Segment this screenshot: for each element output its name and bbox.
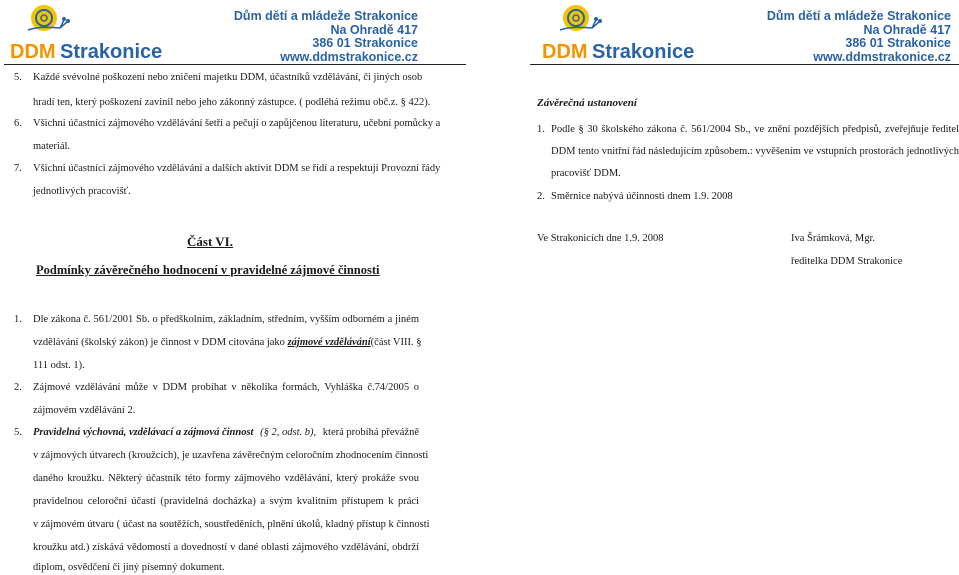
left-page [0,0,470,575]
para-5-reference: (§ 2, odst. b), [260,427,317,438]
para-5-line-1-rest: která probíhá převážně [322,427,419,438]
para-5-emphasis: Pravidelná výchovná, vzdělávací a zájmová činnost [33,427,254,438]
section-title: Závěrečná ustanovení [537,97,637,109]
header-divider [4,64,466,65]
para-1-line-3: 111 odst. 1). [33,360,85,371]
part-subtitle: Podmínky závěrečného hodnocení v pravidelné zájmové činnosti [36,263,380,277]
para-5-line-7: diplom, osvědčení či jiný písemný dokument. [33,562,225,573]
para-1-line-2-a: vzdělávání (školský zákon) je činnost v DDM citována jako [33,337,288,348]
svg-text:Strakonice: Strakonice [592,41,695,63]
city: 386 01 Strakonice [845,36,951,50]
part-title: Část VI. [187,234,233,249]
para-2-number: 2. [14,382,22,393]
para-2-line-2: zájmovém vzdělávání 2. [33,405,136,416]
web-link[interactable]: www.ddmstrakonice.cz [280,49,418,64]
street: Na Ohradě 417 [863,22,951,37]
ddm-snail-logo [4,2,164,64]
item-7-line-2: jednotlivých pracovišť. [33,186,131,197]
signer-role: ředitelka DDM Strakonice [791,256,903,267]
svg-text:Strakonice: Strakonice [60,41,163,63]
para-1-line-2-c: (část VIII. § [370,337,422,348]
item-6-number: 6. [14,118,22,129]
para-5-line-6: kroužku atd.) získává vědomostí a dovedností v dané oblasti zájmového vzdělávání, obdrží [33,542,419,553]
item-6-line-2: materiál. [33,141,71,152]
header-divider [530,64,959,65]
para-5-line-3: daného kroužku. Některý účastník této formy zájmového vzdělávání, který prokáže svou [33,473,419,484]
header-address [767,10,951,64]
para-5-line-1 [33,427,419,438]
signer-name: Iva Šrámková, Mgr. [791,233,875,244]
closing-1-line-1: Podle § 30 školského zákona č. 561/2004 Sb., ve znění pozdějších předpisů, zveřejňuje ředitel [551,124,959,135]
closing-1-line-2: DDM tento vnitřní řád následujícím způsobem.: vyvěšením ve vstupních prostorách jednotlivých [551,146,959,157]
item-6-line-1: Všichni účastníci zájmového vzdělávání šetří a pečují o zapůjčenou literaturu, učební pomůcky a [33,118,441,129]
closing-1-line-3: pracovišť DDM. [551,168,621,179]
para-1-line-1: Dle zákona č. 561/2001 Sb. o předškolním, základním, středním, vyšším odborném a jiném [33,314,419,325]
para-5-line-4: pravidelnou celoroční účastí (pravidelná docházka) a svým kvalitním přístupem k práci [33,496,419,507]
place-date: Ve Strakonicích dne 1.9. 2008 [537,233,664,244]
para-1-number: 1. [14,314,22,325]
para-5-number: 5. [14,427,22,438]
street: Na Ohradě 417 [330,22,418,37]
para-1-emphasis: zájmové vzdělávání [287,337,371,348]
item-5-number: 5. [14,72,22,83]
city: 386 01 Strakonice [312,36,418,50]
closing-2-line-1: Směrnice nabývá účinnosti dnem 1.9. 2008 [551,191,733,202]
svg-text:DDM: DDM [542,41,588,63]
item-7-number: 7. [14,163,22,174]
ddm-snail-logo [536,2,696,64]
svg-text:DDM: DDM [10,41,56,63]
para-5-line-2: v zájmových útvarech (kroužcích), je uzavřena závěrečným celoročním zhodnocením činnosti [33,450,429,461]
right-page [489,0,959,575]
item-7-line-1: Všichni účastníci zájmového vzdělávání a dalších aktivit DDM se řídí a respektují Provozní řády [33,163,441,174]
para-2-line-1: Zájmové vzdělávání může v DDM probíhat v několika formách, Vyhláška č.74/2005 o [33,382,419,393]
item-5-line-2: hradí ten, který poškození zavinil nebo jeho zákonný zástupce. ( podléhá režimu obč.z. § 422). [33,97,431,108]
header-address [234,10,418,64]
closing-2-number: 2. [537,191,545,202]
para-5-line-5: v zájmovém útvaru ( účast na soutěžích, soustředěních, plnění úkolů, kladný přístup k činnosti [33,519,430,530]
closing-1-number: 1. [537,124,545,135]
org-name: Dům dětí a mládeže Strakonice [766,9,951,23]
item-5-line-1: Každé svévolné poškození nebo zničení majetku DDM, účastníků vzdělávání, či jiných osob [33,72,423,83]
org-name: Dům dětí a mládeže Strakonice [233,9,418,23]
para-1-line-2 [33,337,422,348]
web-link[interactable]: www.ddmstrakonice.cz [813,49,951,64]
